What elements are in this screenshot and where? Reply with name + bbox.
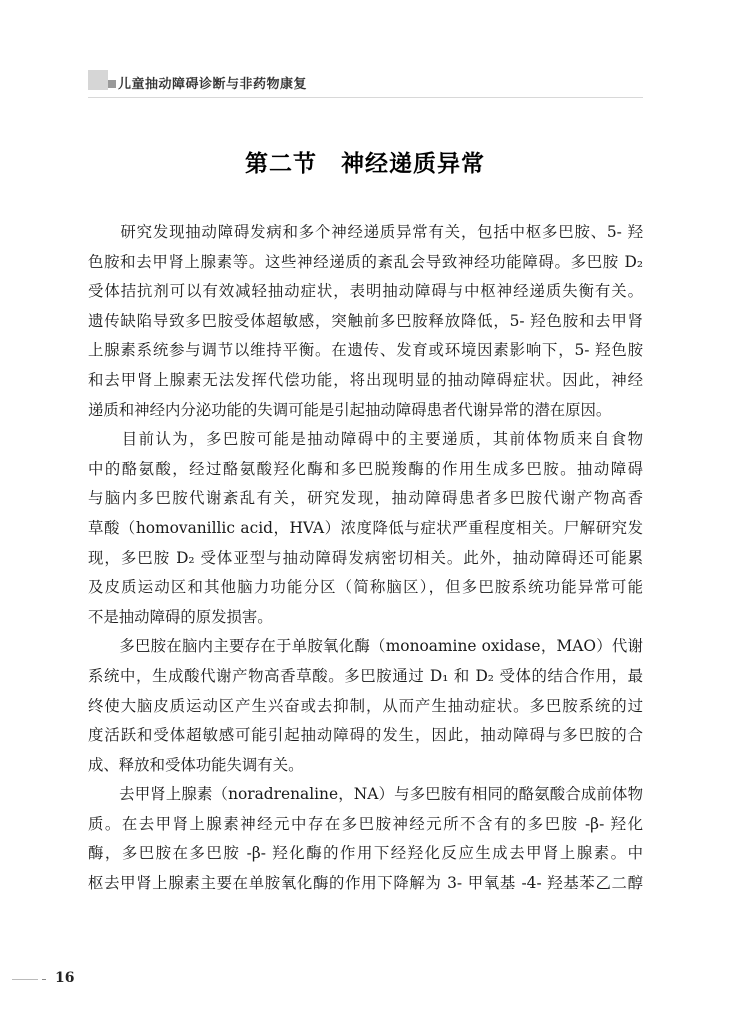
text-line: 枢去甲肾上腺素主要在单胺氧化酶的作用下降解为 3- 甲氧基 -4- 羟基苯乙二醇 — [88, 874, 643, 893]
text-line: 受体拮抗剂可以有效减轻抽动症状，表明抽动障碍与中枢神经递质失衡有关。 — [88, 282, 643, 301]
text-line: 研究发现抽动障碍发病和多个神经递质异常有关，包括中枢多巴胺、5- 羟 — [88, 223, 643, 241]
text-line: 色胺和去甲肾上腺素等。这些神经递质的紊乱会导致神经功能障碍。多巴胺 D₂ — [88, 252, 643, 271]
body-text — [88, 218, 643, 899]
text-line: 酶，多巴胺在多巴胺 -β- 羟化酶的作用下经羟化反应生成去甲肾上腺素。中 — [88, 844, 643, 863]
page-number: 16 — [55, 970, 75, 986]
text-line: 系统中，生成酸代谢产物高香草酸。多巴胺通过 D₁ 和 D₂ 受体的结合作用，最 — [88, 666, 643, 685]
text-line: 终使大脑皮质运动区产生兴奋或去抑制，从而产生抽动症状。多巴胺系统的过 — [88, 696, 643, 715]
text-line: 多巴胺在脑内主要存在于单胺氧化酶（monoamine oxidase，MAO）代谢 — [88, 637, 643, 656]
header-divider — [88, 97, 643, 98]
text-line: 目前认为，多巴胺可能是抽动障碍中的主要递质，其前体物质来自食物 — [88, 430, 643, 449]
text-line: 不是抽动障碍的原发损害。 — [88, 607, 273, 626]
header-decoration-square-dark — [108, 80, 116, 88]
text-line: 现，多巴胺 D₂ 受体亚型与抽动障碍发病密切相关。此外，抽动障碍还可能累 — [88, 548, 643, 567]
text-line: 遗传缺陷导致多巴胺受体超敏感，突触前多巴胺释放降低，5- 羟色胺和去甲肾 — [88, 311, 643, 330]
text-line: 与脑内多巴胺代谢紊乱有关，研究发现，抽动障碍患者多巴胺代谢产物高香 — [88, 489, 643, 508]
text-line: 递质和神经内分泌功能的失调可能是引起抽动障碍患者代谢异常的潜在原因。 — [88, 400, 612, 419]
text-line: 质。在去甲肾上腺素神经元中存在多巴胺神经元所不含有的多巴胺 -β- 羟化 — [88, 814, 643, 833]
text-line: 和去甲肾上腺素无法发挥代偿功能，将出现明显的抽动障碍症状。因此，神经 — [88, 370, 643, 389]
text-line: 中的酪氨酸，经过酪氨酸羟化酶和多巴脱羧酶的作用生成多巴胺。抽动障碍 — [88, 459, 643, 478]
footer-dash — [12, 979, 38, 980]
text-line: 去甲肾上腺素（noradrenaline，NA）与多巴胺有相同的酪氨酸合成前体物 — [88, 785, 643, 804]
text-line: 度活跃和受体超敏感可能引起抽动障碍的发生，因此，抽动障碍与多巴胺的合 — [88, 726, 643, 745]
running-header-title: 儿童抽动障碍诊断与非药物康复 — [118, 77, 308, 92]
header-decoration-square — [88, 70, 108, 90]
footer-dash-dot — [42, 979, 46, 980]
section-title: 第二节 神经递质异常 — [245, 150, 485, 177]
text-line: 草酸（homovanillic acid，HVA）浓度降低与症状严重程度相关。尸解研究发 — [88, 518, 643, 537]
text-line: 及皮质运动区和其他脑力功能分区（简称脑区），但多巴胺系统功能异常可能 — [88, 578, 643, 597]
text-line: 成、释放和受体功能失调有关。 — [88, 755, 304, 774]
text-line: 上腺素系统参与调节以维持平衡。在遗传、发育或环境因素影响下，5- 羟色胺 — [88, 341, 643, 360]
